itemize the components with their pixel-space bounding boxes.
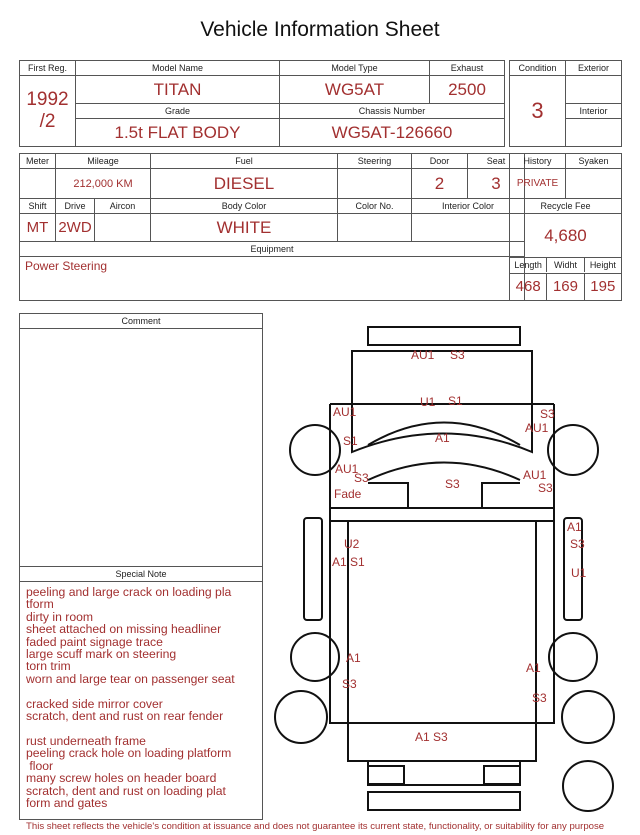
dimension-labels-cell xyxy=(510,258,622,274)
loading-platform xyxy=(330,521,554,723)
syaken-label: Syaken xyxy=(566,154,622,169)
dimension-values-cell xyxy=(510,274,622,301)
mileage-label: Mileage xyxy=(56,154,151,169)
special-note-label: Special Note xyxy=(20,567,262,582)
door-value: 2 xyxy=(412,169,468,199)
mark-roof-u1: U1 xyxy=(420,395,436,409)
vehicle-damage-diagram xyxy=(270,320,632,818)
grade-label: Grade xyxy=(76,104,280,119)
mark-front-s3: S3 xyxy=(450,348,465,362)
drive-label: Drive xyxy=(56,199,95,214)
exhaust-label: Exhaust xyxy=(430,61,505,76)
first-reg-month: /2 xyxy=(39,111,56,132)
mark-lfender-s3: S3 xyxy=(342,677,357,691)
mark-cab-s3: S3 xyxy=(445,477,460,491)
aircon-label: Aircon xyxy=(95,199,151,214)
mid-info-table xyxy=(19,153,525,301)
mark-lfender-a1: A1 xyxy=(346,651,361,665)
steering-value xyxy=(338,169,412,199)
mark-rgate-a1: A1 xyxy=(567,520,582,534)
meter-value xyxy=(20,169,56,199)
first-reg-label: First Reg. xyxy=(20,61,76,76)
fuel-label: Fuel xyxy=(151,154,338,169)
interior-label: Interior xyxy=(566,104,622,119)
front-right-wheel xyxy=(548,425,598,475)
length-value: 468 xyxy=(510,274,547,300)
right-tail-light xyxy=(484,766,520,784)
aircon-value xyxy=(95,214,151,242)
disclaimer-footer: This sheet reflects the vehicle's condition at issuance and does not guarantee its current state, functionality, or suitability for any purpose xyxy=(26,821,605,832)
seat-label: Seat xyxy=(468,154,525,169)
steering-label: Steering xyxy=(338,154,412,169)
width-value: 169 xyxy=(547,274,584,300)
header-board xyxy=(330,508,554,521)
mark-rear-a1s3: A1 S3 xyxy=(415,730,448,744)
interior-color-value xyxy=(412,214,525,242)
loading-floor xyxy=(348,521,536,723)
left-side-gate xyxy=(304,518,322,620)
mark-rgate-s3: S3 xyxy=(570,537,585,551)
mark-rgate-u1: U1 xyxy=(571,566,587,580)
comment-box xyxy=(19,313,263,567)
left-tail-light xyxy=(368,766,404,784)
chassis-label: Chassis Number xyxy=(280,104,505,119)
rear-left-outer-wheel xyxy=(275,691,327,743)
equipment-value: Power Steering xyxy=(20,257,525,301)
recycle-fee-value: 4,680 xyxy=(510,214,622,258)
mark-platform-a1s1: A1 S1 xyxy=(332,555,365,569)
front-panel xyxy=(352,351,532,404)
syaken-value xyxy=(566,169,622,199)
mark-rdoor-s3: S3 xyxy=(540,407,555,421)
mileage-value: 212,000 KM xyxy=(56,169,151,199)
meter-label: Meter xyxy=(20,154,56,169)
exhaust-value: 2500 xyxy=(430,76,505,104)
equipment-label: Equipment xyxy=(20,242,525,257)
special-note-text: peeling and large crack on loading pla tform dirty in room sheet attached on missing headliner faded paint signage trace large scuff mark on steering torn trim worn and large tear on passenger seat cracked side mirror cover scratch, dent and rust on rear fender rust underneath frame peeling crack hole on loading platform floor many screw holes on header board scratch, dent and rust on loading plat form and gates xyxy=(26,585,235,810)
mark-windshield-a1: A1 xyxy=(435,431,450,445)
rear-right-wheel xyxy=(549,633,597,681)
seat-value: 3 xyxy=(468,169,525,199)
mark-lpanel-s3: S3 xyxy=(354,471,369,485)
cab-roof xyxy=(368,463,520,481)
drive-value: 2WD xyxy=(56,214,95,242)
mark-platform-u2: U2 xyxy=(344,537,360,551)
top-info-table xyxy=(19,60,505,147)
shift-label: Shift xyxy=(20,199,56,214)
rear-frame xyxy=(368,761,520,785)
shift-value: MT xyxy=(20,214,56,242)
recycle-fee-label: Recycle Fee xyxy=(510,199,622,214)
mark-rpanel-s3: S3 xyxy=(538,481,553,495)
mark-ldoor-au1: AU1 xyxy=(333,405,357,419)
first-reg-year: 1992 xyxy=(26,89,69,110)
interior-value xyxy=(566,119,622,147)
chassis-value: WG5AT-126660 xyxy=(280,119,505,147)
model-name-value: TITAN xyxy=(76,76,280,104)
rear-bumper xyxy=(368,792,520,810)
condition-table xyxy=(509,60,622,147)
front-left-wheel xyxy=(290,425,340,475)
history-label: History xyxy=(510,154,566,169)
door-label: Door xyxy=(412,154,468,169)
body-color-label: Body Color xyxy=(151,199,338,214)
mark-rdoor-au1: AU1 xyxy=(525,421,549,435)
condition-label: Condition xyxy=(510,61,566,76)
mark-ldoor-s1: S1 xyxy=(343,434,358,448)
mark-lpanel-fade: Fade xyxy=(334,487,362,501)
comment-label: Comment xyxy=(20,314,262,329)
height-value: 195 xyxy=(590,278,616,295)
exterior-value xyxy=(566,76,622,104)
special-note-box xyxy=(19,566,263,820)
first-reg-value xyxy=(20,76,76,147)
body-color-value: WHITE xyxy=(151,214,338,242)
grade-value: 1.5t FLAT BODY xyxy=(76,119,280,147)
interior-color-label: Interior Color xyxy=(412,199,525,214)
history-value: PRIVATE xyxy=(510,169,566,199)
mark-roof-s1: S1 xyxy=(448,394,463,408)
height-label: Height xyxy=(589,260,616,270)
fuel-value: DIESEL xyxy=(151,169,338,199)
length-label: Length xyxy=(510,258,547,272)
damage-marks xyxy=(332,348,587,744)
mark-front-au1: AU1 xyxy=(411,348,435,362)
mark-rfender-a1: A1 xyxy=(526,661,541,675)
mark-lpanel-au1: AU1 xyxy=(335,462,359,476)
model-type-label: Model Type xyxy=(280,61,430,76)
model-name-label: Model Name xyxy=(76,61,280,76)
model-type-value: WG5AT xyxy=(280,76,430,104)
history-table xyxy=(509,153,622,301)
sheet-title: Vehicle Information Sheet xyxy=(200,18,440,41)
front-bumper xyxy=(368,327,520,345)
rear-right-outer-wheel xyxy=(562,691,614,743)
spare-wheel xyxy=(563,761,613,811)
exterior-label: Exterior xyxy=(566,61,622,76)
mark-rpanel-au1: AU1 xyxy=(523,468,547,482)
color-no-value xyxy=(338,214,412,242)
width-label: Widht xyxy=(547,258,584,272)
rear-left-wheel xyxy=(291,633,339,681)
mark-rfender-s3: S3 xyxy=(532,691,547,705)
condition-value: 3 xyxy=(510,76,566,147)
color-no-label: Color No. xyxy=(338,199,412,214)
